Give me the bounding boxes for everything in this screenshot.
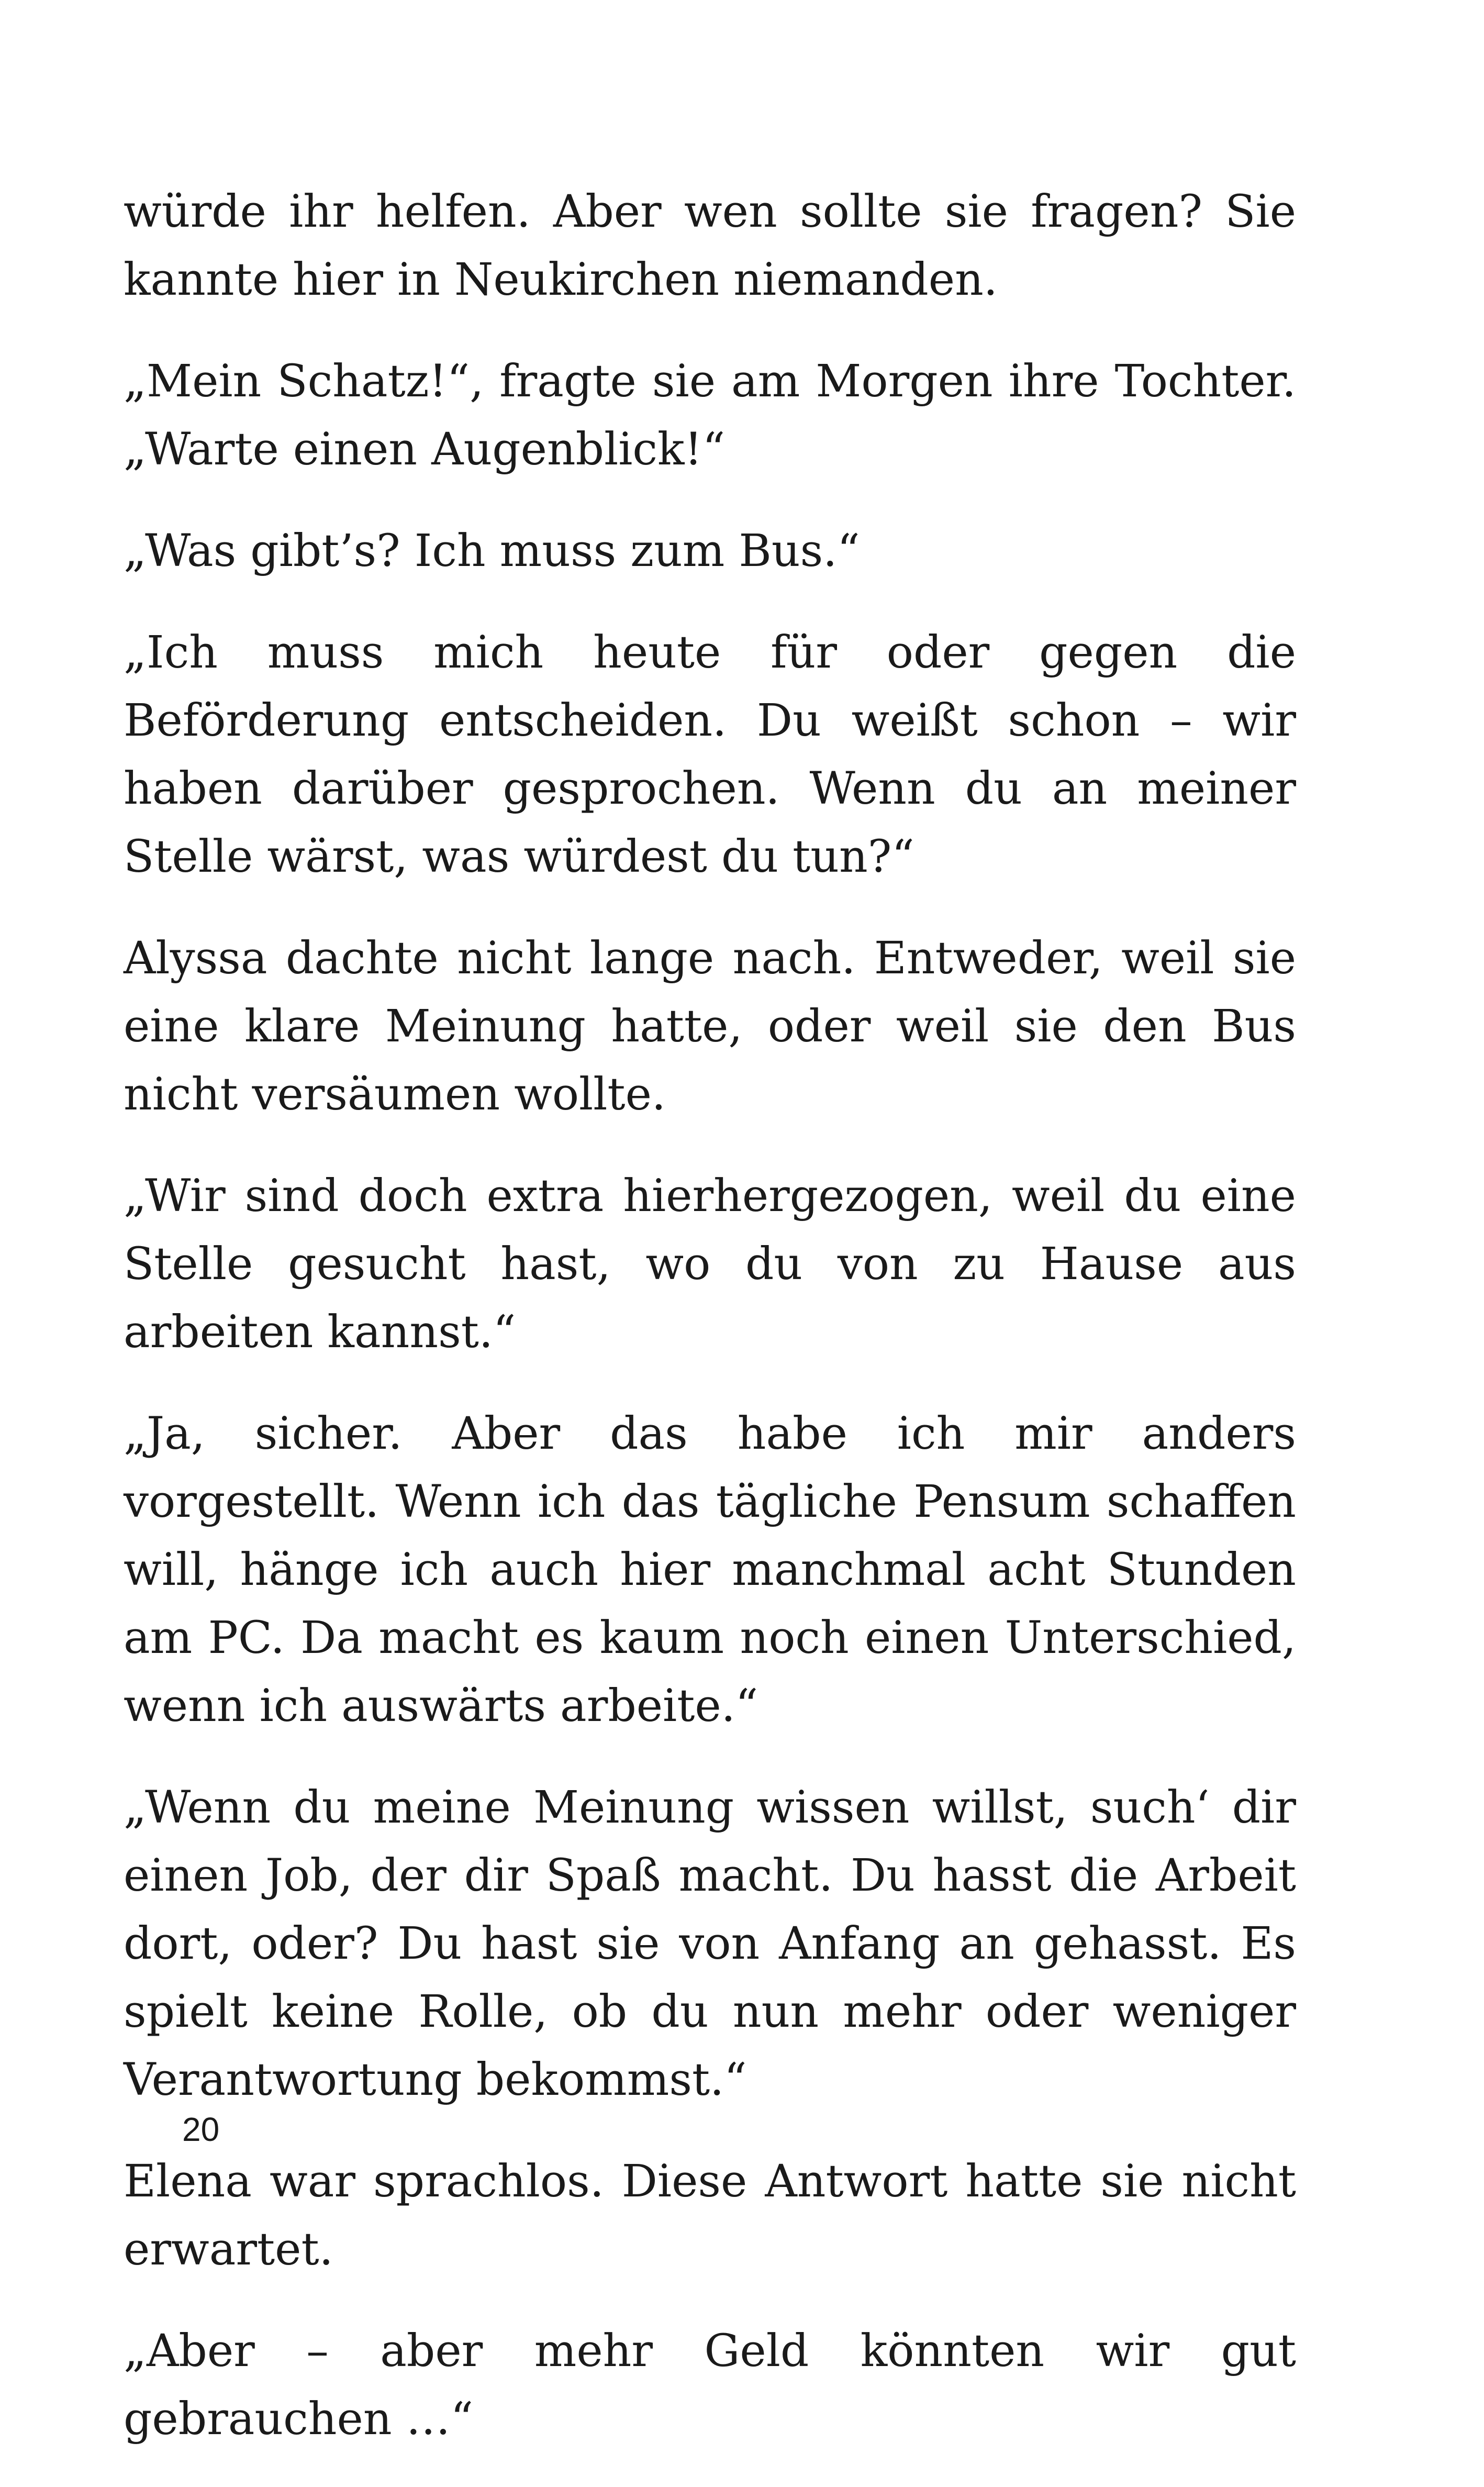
paragraph: „Mein Schatz!“, fragte sie am Morgen ihre Tochter. „Warte einen Augenblick!“ bbox=[124, 356, 1296, 475]
paragraph: „Was gibt’s? Ich muss zum Bus.“ bbox=[124, 525, 860, 577]
paragraph: „Ich muss mich heute für oder gegen die Beförderung entscheiden. Du weißt schon – wir haben darüber gesprochen. Wenn du an meiner Stelle wärst, was würdest du tun?“ bbox=[124, 627, 1296, 883]
paragraph: „Aber – aber mehr Geld könnten wir gut gebrauchen …“ bbox=[124, 2325, 1296, 2445]
body-text bbox=[124, 178, 1296, 2487]
page-number: 20 bbox=[182, 2111, 220, 2148]
paragraph: würde ihr helfen. Aber wen sollte sie fragen? Sie kannte hier in Neukirchen niemanden. bbox=[124, 186, 1296, 306]
paragraph: „Ja, sicher. Aber das habe ich mir anders vorgestellt. Wenn ich das tägliche Pensum schaffen will, hänge ich auch hier manchmal acht Stunden am PC. Da macht es kaum noch einen Unterschied, wenn ich auswärts arbeite.“ bbox=[124, 1408, 1296, 1732]
paragraph: „Wenn du meine Meinung wissen willst, such‘ dir einen Job, der dir Spaß macht. Du hasst die Arbeit dort, oder? Du hast sie von Anfang an gehasst. Es spielt keine Rolle, ob du nun mehr oder weniger Verantwortung bekommst.“ bbox=[124, 1782, 1296, 2106]
paragraph: Elena war sprachlos. Diese Antwort hatte sie nicht erwartet. bbox=[124, 2156, 1296, 2275]
paragraph: „Wir sind doch extra hierhergezogen, weil du eine Stelle gesucht hast, wo du von zu Hause aus arbeiten kannst.“ bbox=[124, 1170, 1296, 1358]
paragraph: Alyssa dachte nicht lange nach. Entweder, weil sie eine klare Meinung hatte, oder weil sie den Bus nicht versäumen wollte. bbox=[124, 932, 1296, 1120]
